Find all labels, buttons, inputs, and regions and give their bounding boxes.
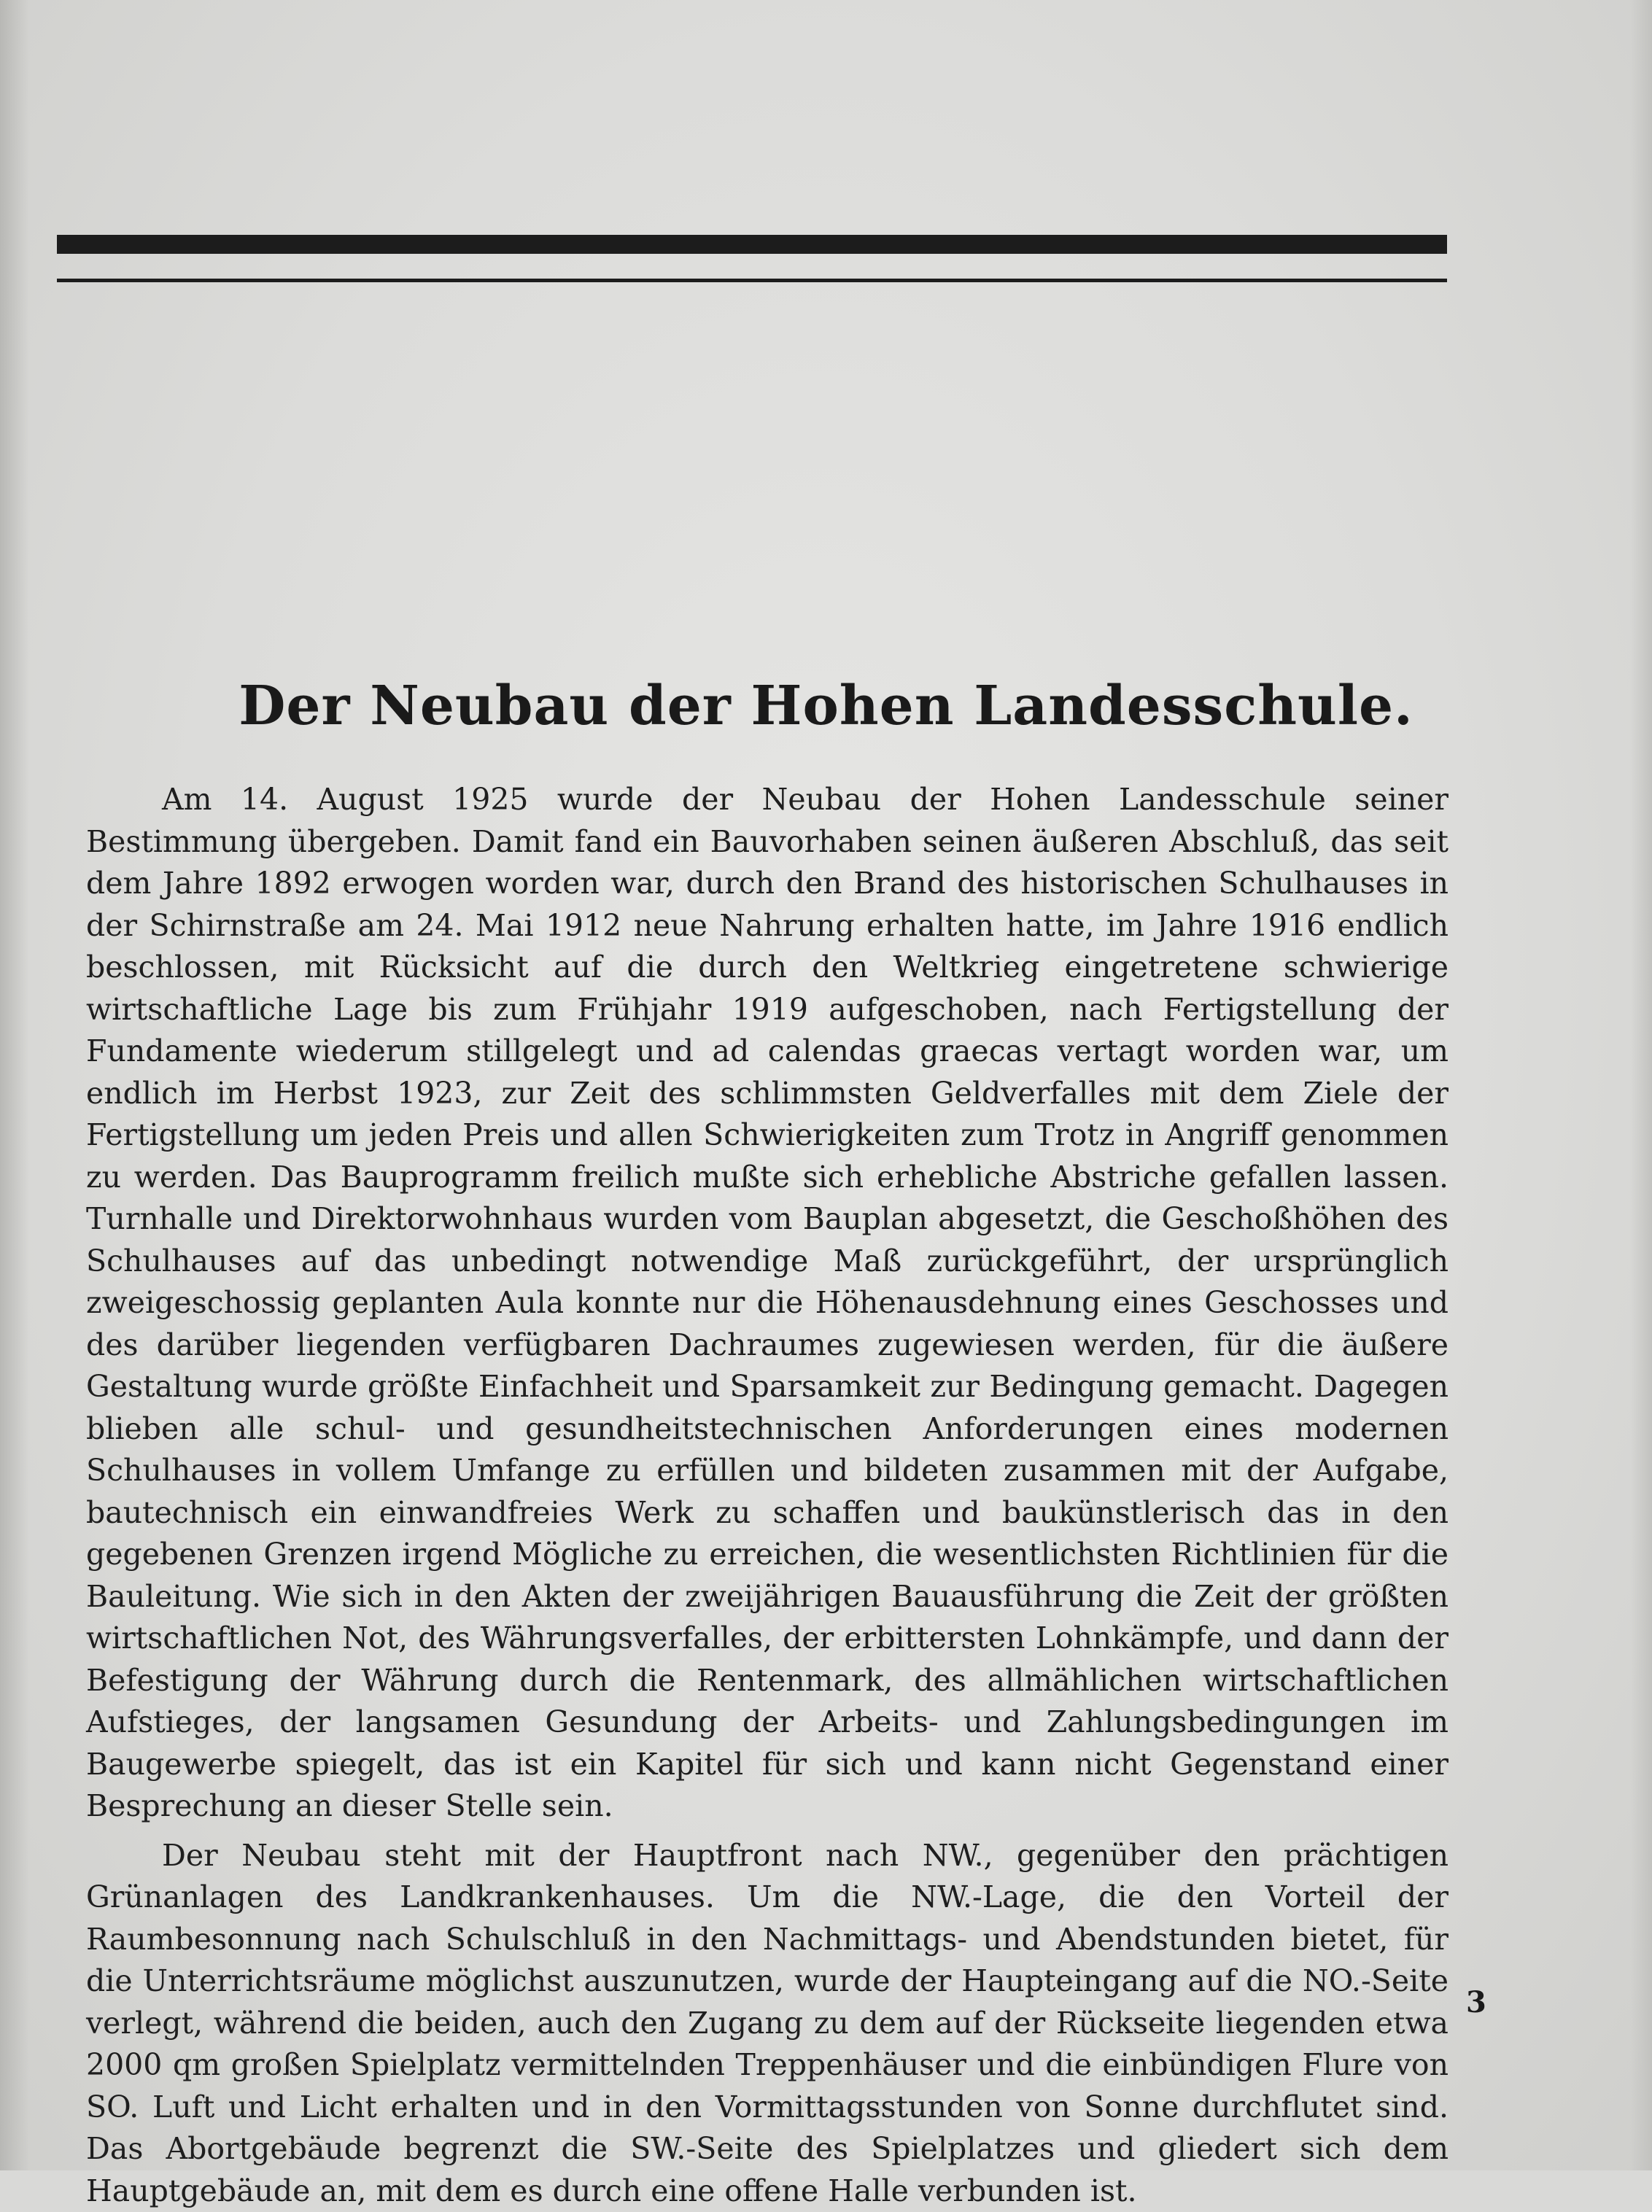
page-edge-shadow-right: [1630, 0, 1652, 2170]
header-rule-thick: [57, 235, 1447, 254]
page-edge-shadow-left: [0, 0, 29, 2170]
paragraph-1: Am 14. August 1925 wurde der Neubau der Hohen Landesschule seiner Bestimmung übergeben. Damit fand ein Bauvorhaben seinen äußeren Abschluß, das seit dem Jahre 1892 erwogen worden war, durch den Brand des historischen Schulhauses in der Schirnstraße am 24. Mai 1912 neue Nahrung erhalten hatte, im Jahre 1916 endlich beschlossen, mit Rücksicht auf die durch den Weltkrieg eingetretene schwierige wirtschaftliche Lage bis zum Frühjahr 1919 aufgeschoben, nach Fertigstellung der Fundamente wiederum stillgelegt und ad calendas graecas vertagt worden war, um endlich im Herbst 1923, zur Zeit des schlimmsten Geldverfalles mit dem Ziele der Fertigstellung um jeden Preis und allen Schwierigkeiten zum Trotz in Angriff genommen zu werden. Das Bauprogramm freilich mußte sich erhebliche Abstriche gefallen lassen. Turnhalle und Direktorwohnhaus wurden vom Bauplan abgesetzt, die Geschoßhöhen des Schulhauses auf das unbedingt notwendige Maß zurückgeführt, der ursprünglich zweigeschossig geplanten Aula konnte nur die Höhenausdehnung eines Geschosses und des darüber liegenden verfügbaren Dachraumes zugewiesen werden, für die äußere Gestaltung wurde größte Einfachheit und Sparsamkeit zur Bedingung gemacht. Dagegen blieben alle schul- und gesundheitstechnischen Anforderungen eines modernen Schulhauses in vollem Umfange zu erfüllen und bildeten zusammen mit der Aufgabe, bautechnisch ein einwandfreies Werk zu schaffen und baukünstlerisch das in den gegebenen Grenzen irgend Mögliche zu erreichen, die wesentlichsten Richtlinien für die Bauleitung. Wie sich in den Akten der zweijährigen Bauausführung die Zeit der größten wirtschaftlichen Not, des Währungsverfalles, der erbittersten Lohnkämpfe, und dann der Befestigung der Währung durch die Rentenmark, des allmählichen wirtschaftlichen Aufstieges, der langsamen Gesundung der Arbeits- und Zahlungsbedingungen im Baugewerbe spiegelt, das ist ein Kapitel für sich und kann nicht Gegenstand einer Besprechung an dieser Stelle sein.: [86, 779, 1449, 1828]
page-number: 3: [1466, 1985, 1486, 2019]
paragraph-2: Der Neubau steht mit der Hauptfront nach NW., gegenüber den prächtigen Grünanlagen des Landkrankenhauses. Um die NW.-Lage, die den Vorteil der Raumbesonnung nach Schulschluß in den Nachmittags- und Abendstunden bietet, für die Unterrichtsräume möglichst auszunutzen, wurde der Haupteingang auf die NO.-Seite verlegt, während die beiden, auch den Zugang zu dem auf der Rückseite liegenden etwa 2000 qm großen Spielplatz vermittelnden Treppenhäuser und die einbündigen Flure von SO. Luft und Licht erhalten und in den Vormittagsstunden von Sonne durchflutet sind. Das Abortgebäude begrenzt die SW.-Seite des Spielplatzes und gliedert sich dem Hauptgebäude an, mit dem es durch eine offene Halle verbunden ist.: [86, 1835, 1449, 2212]
page-title: Der Neubau der Hohen Landesschule.: [0, 675, 1652, 737]
article-body: [86, 779, 1449, 2212]
header-rule-thin: [57, 279, 1447, 282]
